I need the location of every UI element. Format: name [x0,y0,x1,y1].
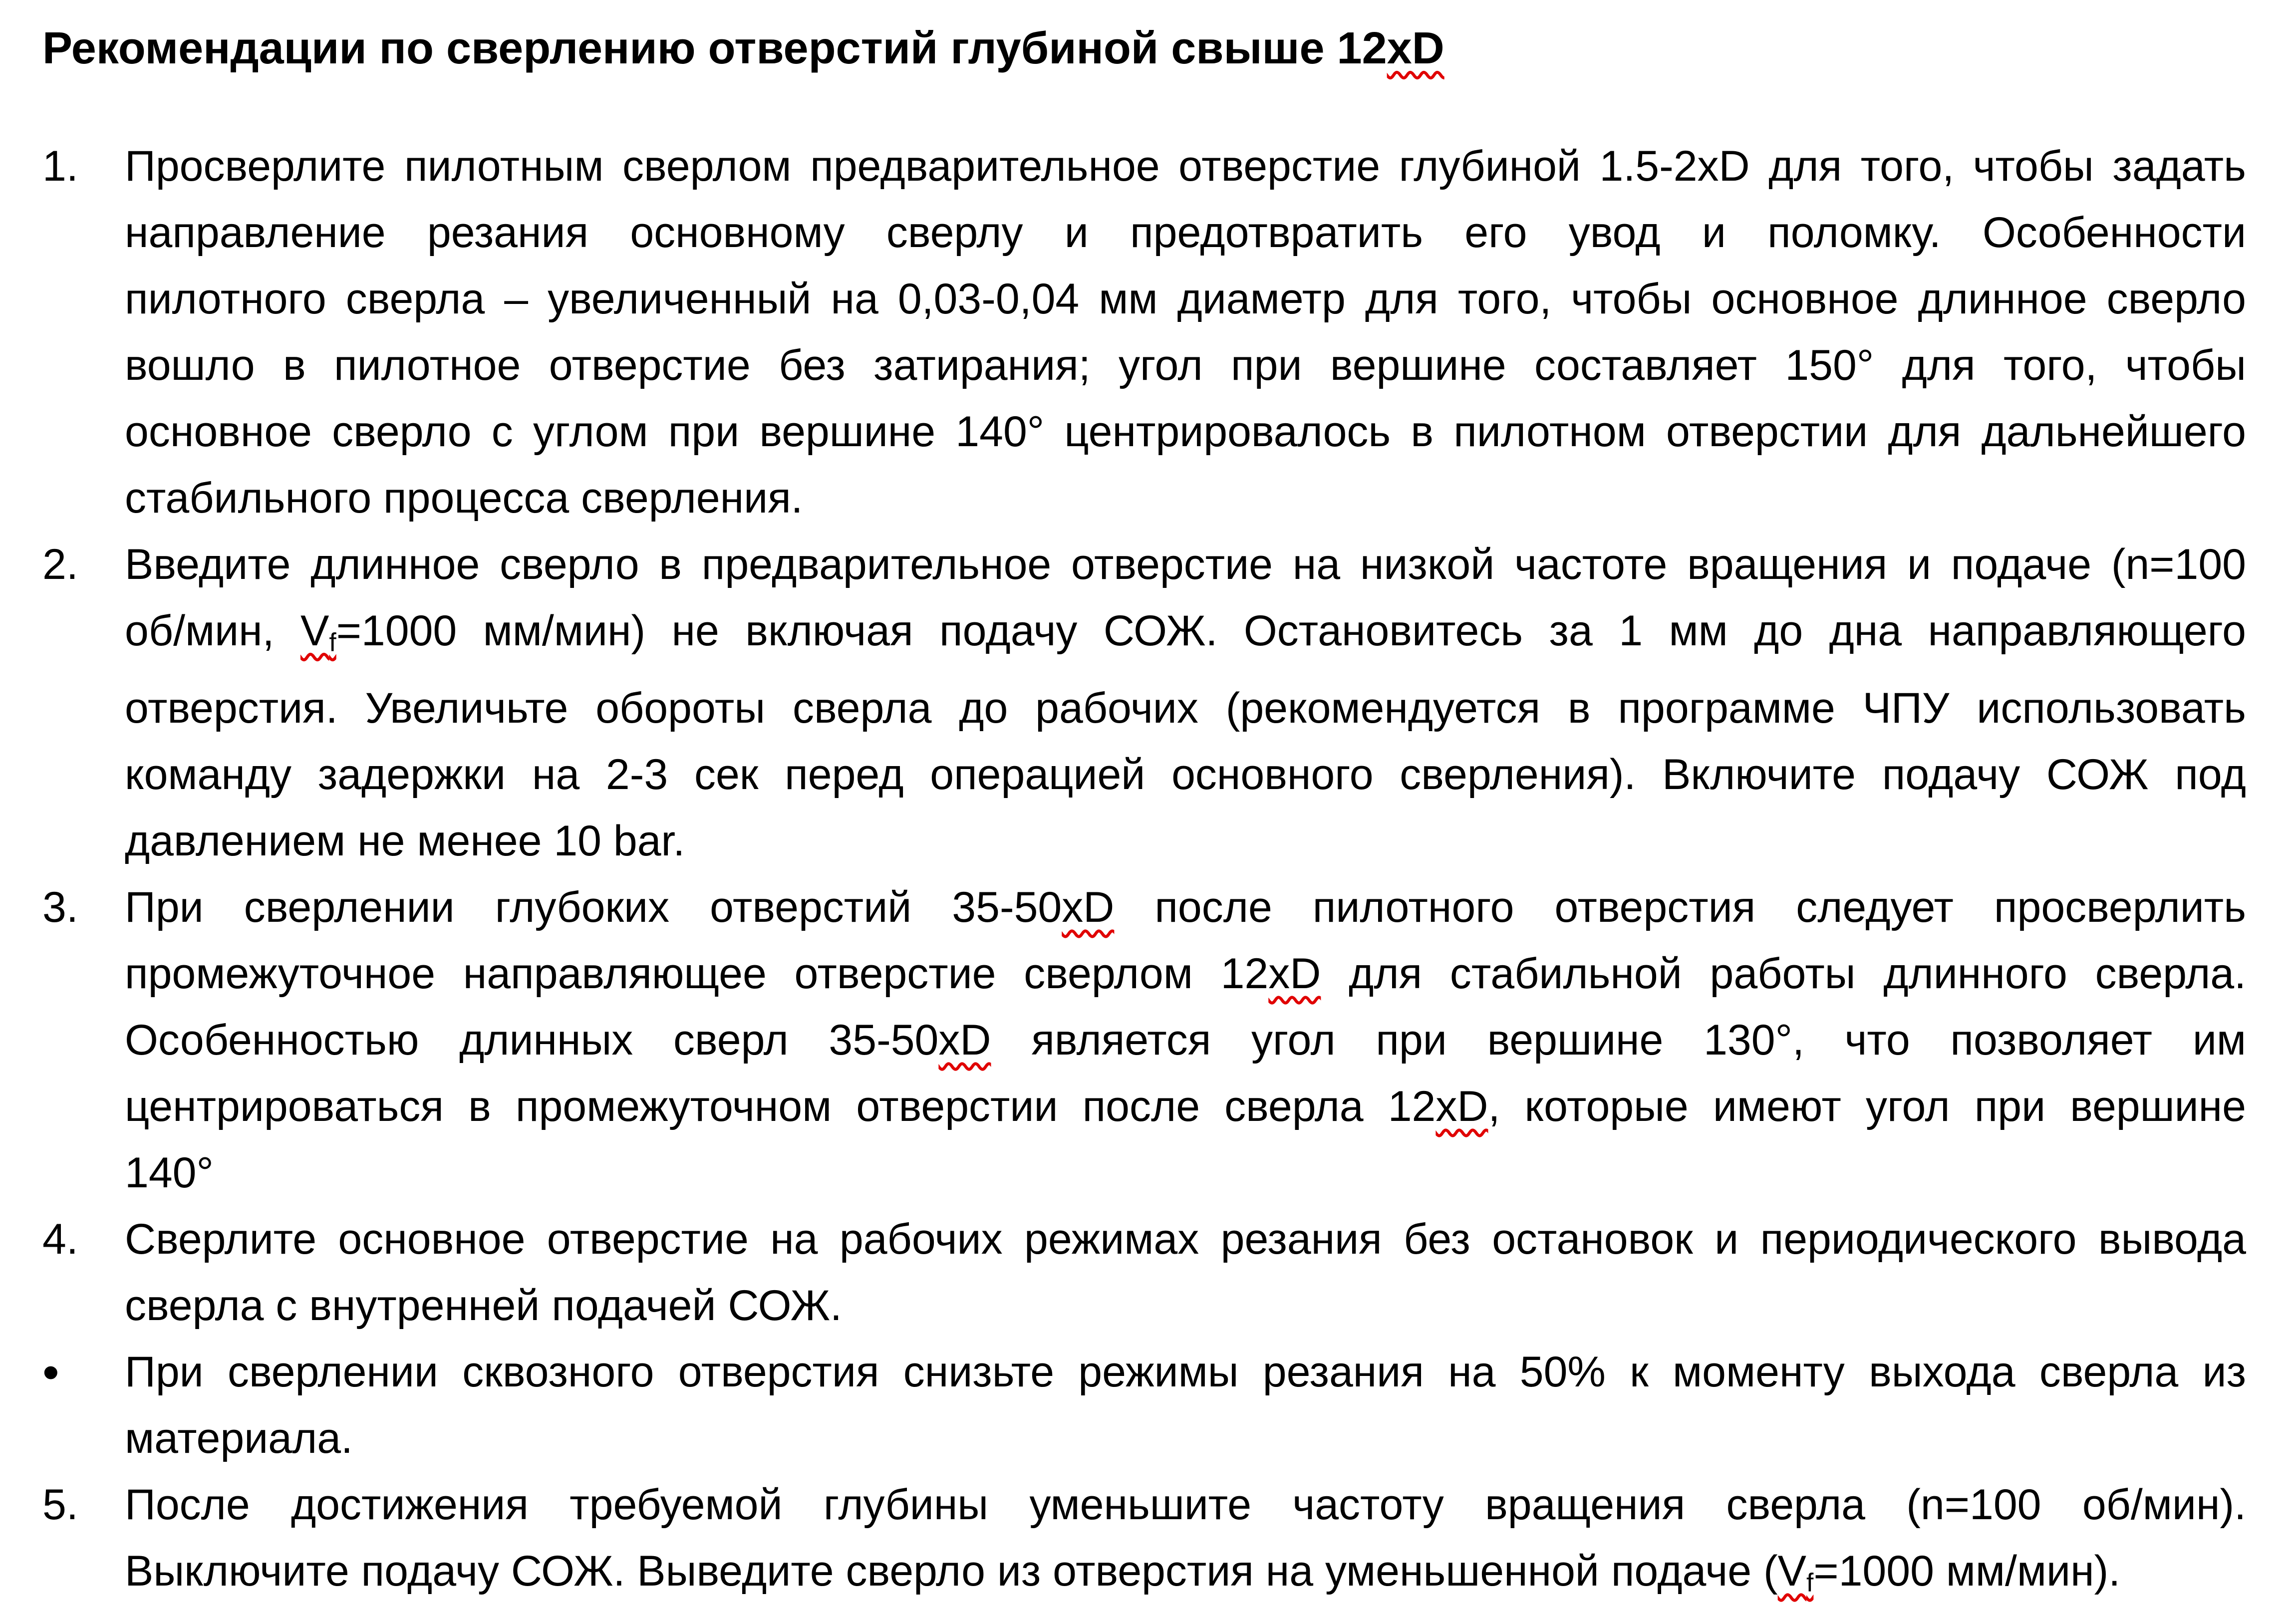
text-line [125,598,2246,675]
text-run: пилотного сверла – увеличенный на 0,03-0,04 мм диаметр для того, чтобы основное длинное сверло [125,275,2246,323]
text-line [125,675,2246,742]
text-line [125,1206,2246,1273]
misspelled-word [1778,1547,1814,1595]
number-marker: 5. [42,1481,78,1529]
bullet-marker: • [42,1346,59,1399]
text-run: для стабильной работы длинного сверла. [1321,950,2247,998]
text-line [125,465,2246,532]
misspelled-word [1387,23,1444,73]
misspelled-word [938,1016,991,1064]
list-item [42,874,2246,1206]
list-item [42,532,2246,874]
misspelled-word [1062,883,1114,931]
list-item [42,1339,2246,1472]
text-run: =1000 мм/мин). [1813,1547,2121,1596]
text-run: команду задержки на 2-3 сек перед операцией основного сверления). Включите подачу СОЖ под [125,751,2246,799]
text-run: После достижения требуемой глубины уменьшите частоту вращения сверла (n=100 об/мин). [125,1481,2246,1529]
text-line [125,399,2246,465]
text-run: V [1777,1547,1807,1596]
text-run: Просверлите пилотным сверлом предварительное отверстие глубиной 1.5-2xD для того, чтобы задать [125,142,2246,190]
text-run: отверстия. Увеличьте обороты сверла до рабочих (рекомендуется в программе ЧПУ использовать [125,684,2246,733]
text-run: xD [938,1016,991,1065]
text-run: материала. [125,1414,353,1463]
text-line [125,1405,2246,1472]
text-line [125,941,2246,1007]
text-run: сверла с внутренней подачей СОЖ. [125,1282,842,1330]
text-run: направление резания основному сверлу и предотвратить его увод и поломку. Особенности [125,209,2246,257]
list-item [42,1206,2246,1339]
text-run: вошло в пилотное отверстие без затирания; угол при вершине составляет 150° для того, чтобы [125,341,2246,389]
text-run: Введите длинное сверло в предварительное отверстие на низкой частоте вращения и подаче (n=100 [125,540,2246,588]
list-item [42,133,2246,532]
text-run: Сверлите основное отверстие на рабочих режимах резания без остановок и периодического вывода [125,1215,2246,1264]
number-marker: 1. [42,142,78,190]
text-line [125,1007,2246,1074]
text-run: 140° [125,1149,214,1197]
text-line [125,1273,2246,1339]
text-run: Выключите подачу СОЖ. Выведите сверло из отверстия на уменьшенной подаче ( [125,1547,1778,1596]
text-run: стабильного процесса сверления. [125,474,803,522]
text-line [125,808,2246,874]
text-line [125,200,2246,266]
text-run: xD [1387,23,1444,73]
text-run: При сверлении сквозного отверстия снизьте режимы резания на 50% к моменту выхода сверла из [125,1348,2246,1396]
text-line [125,1074,2246,1140]
text-run: xD [1062,883,1115,932]
text-run: является угол при вершине 130°, что позволяет им [991,1016,2246,1065]
text-run: =1000 мм/мин) не включая подачу СОЖ. Остановитесь за 1 мм до дна направляющего [336,607,2246,655]
text-run: При сверлении глубоких отверстий 35-50 [125,883,1062,932]
text-run: давлением не менее 10 bar. [125,817,685,865]
text-run: основное сверло с углом при вершине 140° центрировалось в пилотном отверстии для дальнейшего [125,408,2246,456]
number-marker: 3. [42,883,78,932]
text-line [125,1140,2246,1206]
number-marker: 4. [42,1215,78,1264]
text-line [125,532,2246,598]
recommendations-list [42,133,2246,1616]
text-run: V [300,607,329,655]
text-line [125,742,2246,808]
misspelled-word [1268,950,1321,998]
text-run: , которые имеют угол при вершине [1488,1082,2246,1131]
number-marker: 2. [42,540,78,588]
text-line [125,332,2246,399]
text-run: промежуточное направляющее отверстие сверлом 12 [125,950,1269,998]
subscript-text: f [329,627,336,657]
text-run: xD [1435,1082,1488,1131]
text-line [125,1538,2246,1616]
document-title [42,19,2246,78]
subscript-text: f [1806,1568,1814,1597]
text-run: Особенностью длинных сверл 35-50 [125,1016,939,1065]
text-run: после пилотного отверстия следует просверлить [1114,883,2247,932]
text-run: xD [1268,950,1321,998]
text-line [125,874,2246,941]
text-line [125,1472,2246,1538]
text-line [125,133,2246,200]
text-line [125,266,2246,332]
text-run: Рекомендации по сверлению отверстий глубиной свыше 12 [42,23,1387,73]
misspelled-word [1435,1082,1488,1130]
list-item [42,1472,2246,1616]
text-run: об/мин, [125,607,300,655]
misspelled-word [300,607,336,655]
text-line [125,1339,2246,1405]
text-run: центрироваться в промежуточном отверстии после сверла 12 [125,1082,1436,1131]
